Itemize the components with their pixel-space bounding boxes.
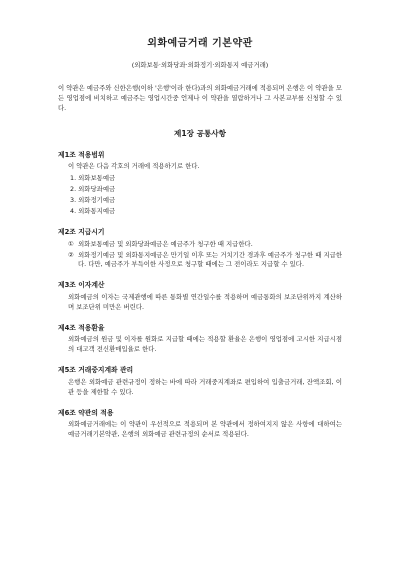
chapter-heading: 제1장 공통사항 — [174, 129, 226, 139]
clause-number: ① — [68, 239, 74, 248]
article-3 — [58, 280, 342, 312]
clause-number: ② — [68, 250, 74, 259]
article-6 — [58, 408, 342, 440]
article-title: 제1조 적용범위 — [58, 150, 105, 159]
clause-2 — [58, 251, 342, 271]
article-body: 외화예금의 원금 및 이자를 원화로 지급할 때에는 적용할 환율은 은행이 영업점에 고시한 지급시점의 대고객 전신환매입율로 한다. — [68, 335, 342, 354]
article-body: 은행은 외화예금 관련규정이 정하는 바에 따라 거래중지계좌로 편입하여 입출금거래, 잔액조회, 이관 등을 제한할 수 있다. — [68, 377, 342, 396]
list-item: 2. 외화당좌예금 — [70, 185, 116, 194]
list-item: 3. 외화정기예금 — [70, 196, 116, 205]
article-title: 제6조 약관의 적용 — [58, 408, 114, 417]
article-1 — [58, 150, 342, 217]
list-item: 1. 외화보통예금 — [70, 174, 116, 183]
article-title: 제2조 지급시기 — [58, 228, 105, 237]
list-item: 4. 외화통지예금 — [70, 207, 116, 216]
article-body: 이 약관은 다음 각호의 거래에 적용하기로 한다. — [68, 162, 200, 171]
article-body: 외화예금의 이자는 국제관행에 따른 통화별 연간일수를 적용하며 예금통화의 보조단위까지 계산하며 보조단위 미만은 버린다. — [68, 292, 342, 311]
article-body: 외화예금거래에는 이 약관이 우선적으로 적용되며 본 약관에서 정하여지지 않은 사항에 대하여는 예금거래기본약관, 은행의 외화예금 관련규정의 순서로 적용된다. — [68, 420, 342, 438]
clause-text: 외화보통예금 및 외화당좌예금은 예금주가 청구한 때 지급한다. — [78, 239, 253, 248]
article-title: 제3조 이자계산 — [58, 281, 105, 290]
intro-paragraph: 이 약관은 예금주와 신한은행(이하 '은행'이라 한다)과의 외화예금거래에 적용되며 은행은 이 약관을 모든 영업점에 비치하고 예금주는 영업시간중 언제나 이 약관을 열람하거나 그 사본교부를 신청할 수 있다. — [58, 84, 342, 113]
article-5 — [58, 365, 342, 397]
article-title: 제4조 적용환율 — [58, 323, 105, 332]
article-title: 제5조 거래중지계좌 관리 — [58, 366, 134, 375]
article-4 — [58, 323, 342, 355]
article-2 — [58, 227, 342, 270]
document-title: 외화예금거래 기본약관 — [147, 38, 253, 49]
clause-text: 외화정기예금 및 외화통지예금은 만기일 이후 또는 거치기간 경과후 예금주가 청구한 때 지급한다. 다만, 예금주가 부득이한 사정으로 청구할 때에는 그 전이라도 지급할 수 있다. — [78, 250, 342, 269]
clause-1 — [58, 240, 342, 250]
article-list — [58, 174, 342, 217]
document-subtitle: (외화보통·외화당좌·외화정기·외화통지 예금거래) — [131, 60, 269, 69]
